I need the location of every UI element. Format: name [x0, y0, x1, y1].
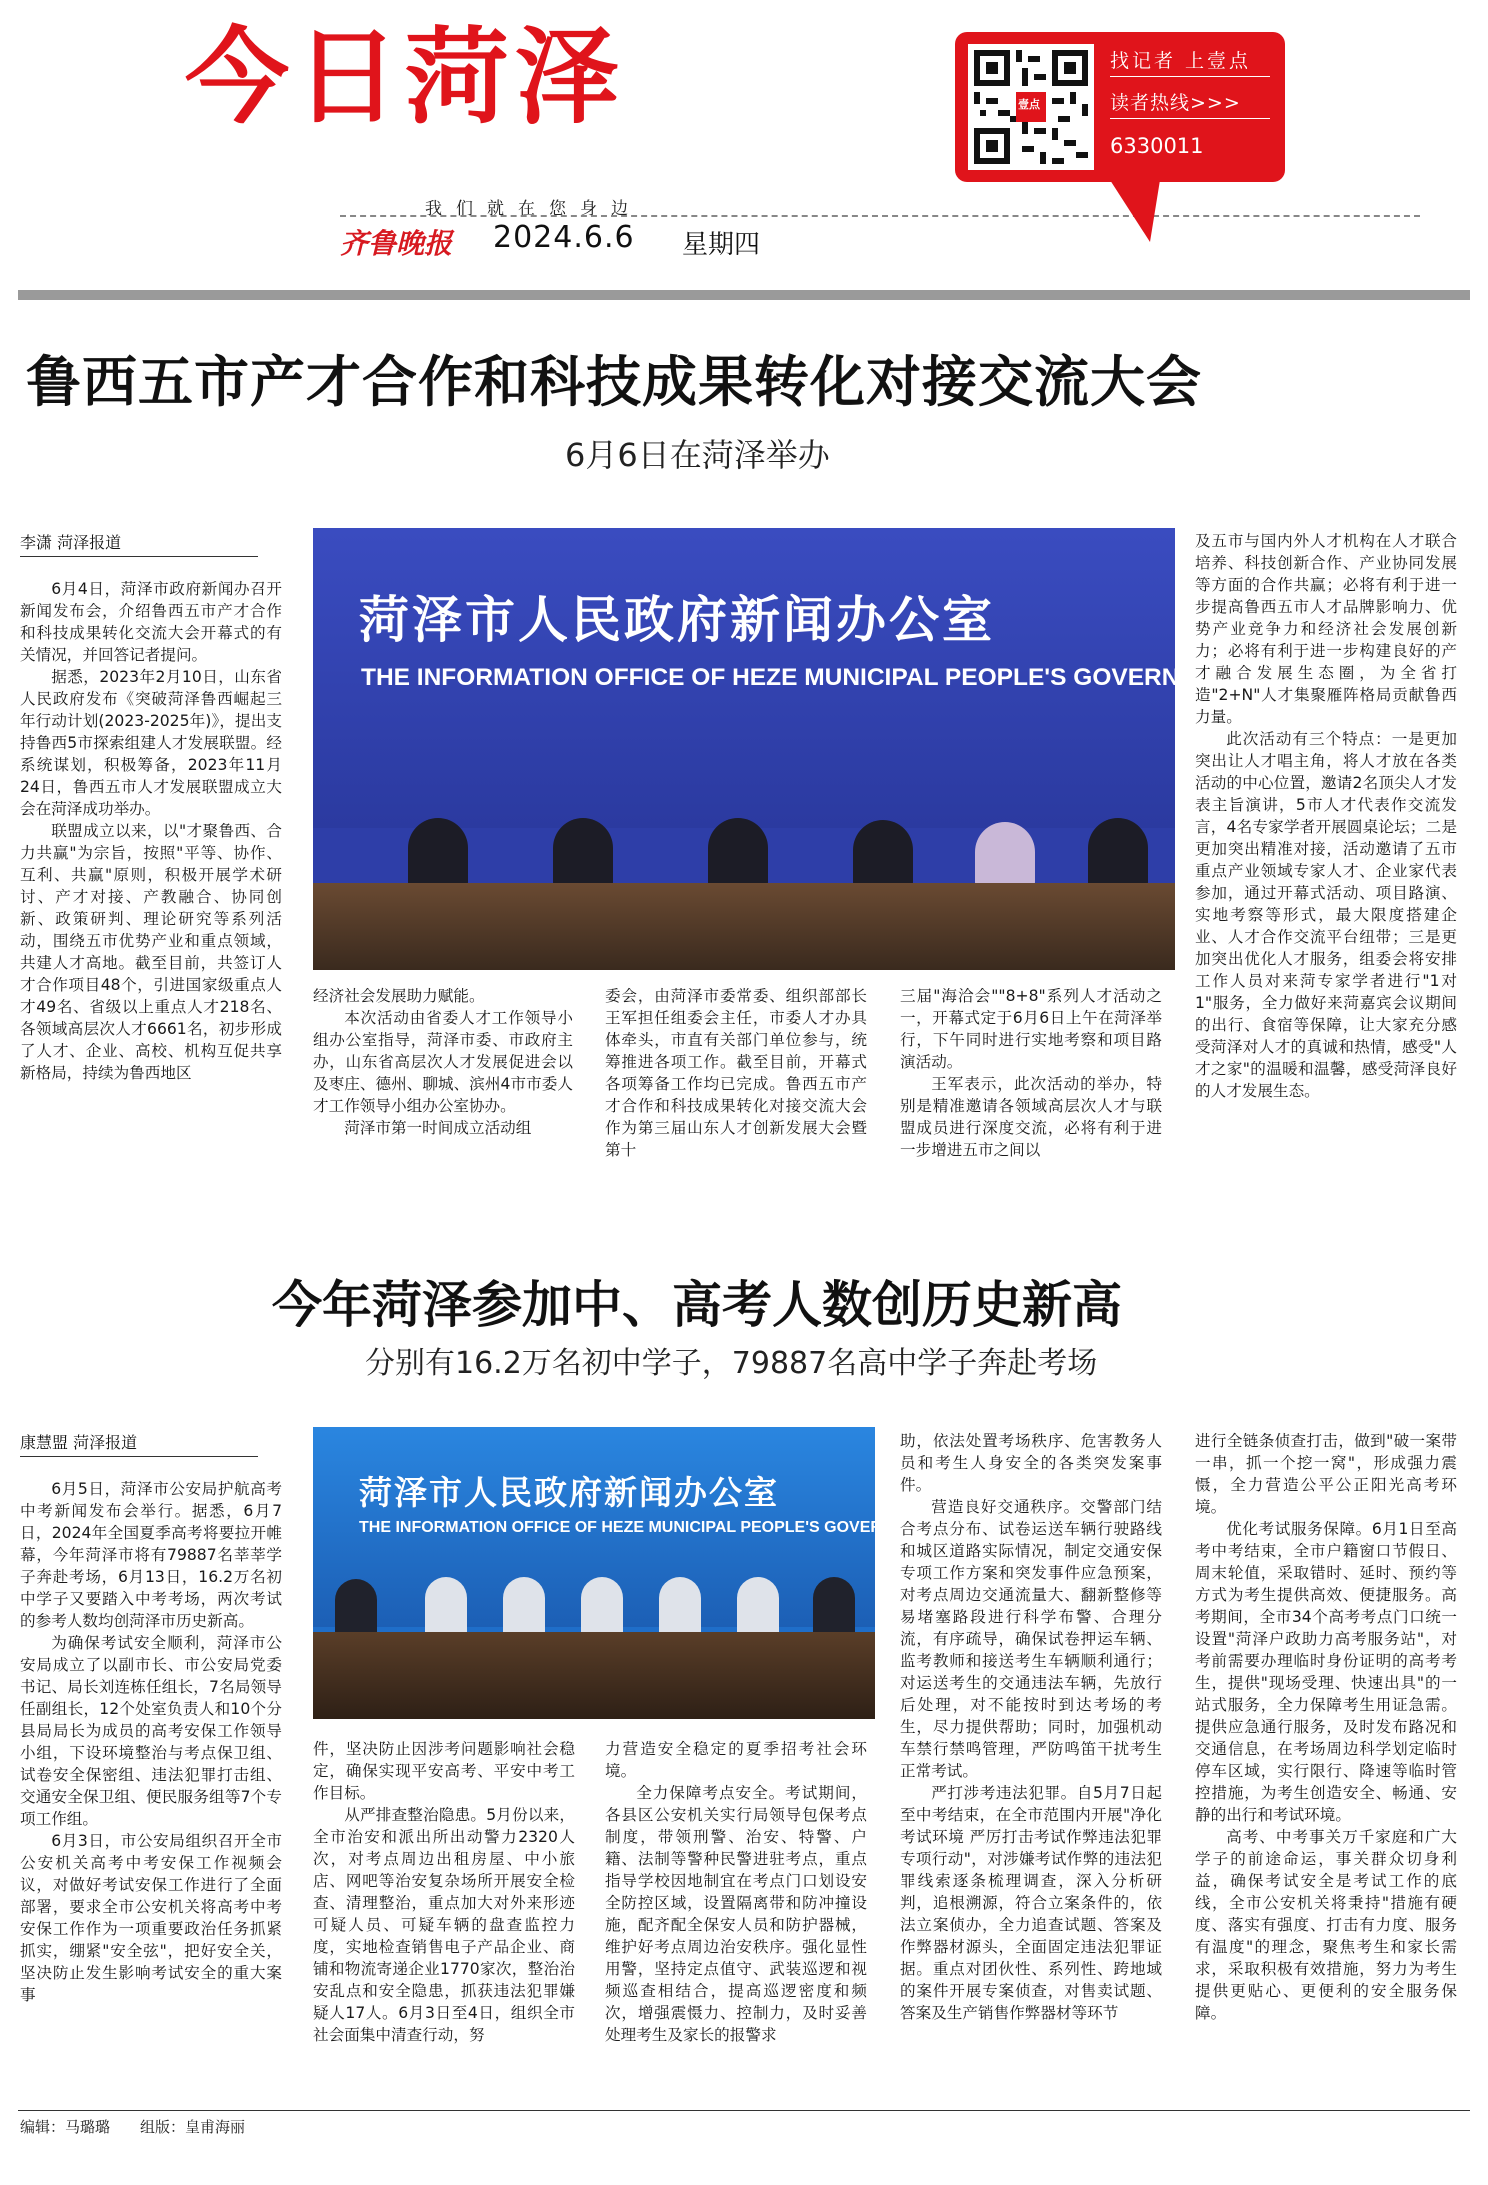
article2-col3-p1: 力营造安全稳定的夏季招考社会环境。	[605, 1740, 867, 1780]
article2-col4-p2: 营造良好交通秩序。交警部门结合考点分布、试卷运送车辆行驶路线和城区道路实际情况，制定交通安保专项工作方案和突发事件应急预案，对考点周边交通流量大、翻新整修等易堵塞路段进行科学布警、合理分流，有序疏导，确保试卷押运车辆、监考教师和接送考生车辆顺利通行；对运送考生的交通违法车辆，先放行后处理，对不能按时到达考场的考生，尽力提供帮助；同时，加强机动车禁行禁鸣管理，严防鸣笛干扰考生正常考试。	[900, 1498, 1162, 1780]
article2-col5-p2: 优化考试服务保障。6月1日至高考中考结束，全市户籍窗口节假日、周末轮值，采取错时、延时、预约等方式为考生提供高效、便捷服务。高考期间，全市34个高考考点门口统一设置"菏泽户政助力高考服务站"，对考前需要办理临时身份证明的高考考生，提供"现场受理、快速出具"的一站式服务，全力保障考生用证急需。提供应急通行服务，及时发布路况和交通信息，在考场周边科学划定临时停车区域，实行限行、降速等临时管控措施，为考生创造安全、畅通、安静的出行和考试环境。	[1195, 1520, 1457, 1824]
article2-col4	[900, 1430, 1162, 2088]
issue-date: 2024.6.6	[493, 220, 635, 255]
photo1-person-5	[975, 822, 1035, 888]
article1-col1-p1: 6月4日，菏泽市政府新闻办召开新闻发布会，介绍鲁西五市产才合作和科技成果转化交流大会开幕式的有关情况，并回答记者提问。	[20, 580, 282, 664]
article1-col5-p2: 此次活动有三个特点：一是更加突出让人才唱主角，将人才放在各类活动的中心位置，邀请2名顶尖人才发表主旨演讲，5市人才代表作交流发言，4名专家学者开展圆桌论坛；二是更加突出精准对接，活动邀请了五市重点产业领域专家人才、企业家代表参加，通过开幕式活动、项目路演、实地考察等形式，最大限度搭建企业、人才合作交流平台纽带；三是更加突出优化人才服务，组委会将安排工作人员对来菏专家学者进行"1对1"服务，全力做好来菏嘉宾会议期间的出行、食宿等保障，让大家充分感受菏泽对人才的真诚和热情，感受"人才之家"的温暖和温馨，感受菏泽良好的人才发展生态。	[1195, 730, 1457, 1100]
article2-col3-p2: 全力保障考点安全。考试期间，各县区公安机关实行局领导包保考点制度，带领刑警、治安、特警、户籍、法制等警种民警进驻考点，重点指导学校因地制宜在考点门口划设安全防控区域，设置隔离带和防冲撞设施，配齐配全保安人员和防护器械，维护好考点周边治安秩序。强化显性用警，坚持定点值守、武装巡逻和视频巡查相结合，提高巡逻密度和频次，增强震慑力、控制力，及时妥善处理考生及家长的报警求	[605, 1784, 867, 2044]
photo1-banner-en: THE INFORMATION OFFICE OF HEZE MUNICIPAL PEOPLE'S GOVERNMENT	[361, 664, 1249, 691]
article2-col3	[605, 1738, 867, 2088]
article1-col4	[900, 985, 1162, 1185]
article2-col2-p1: 件，坚决防止因涉考问题影响社会稳定，确保实现平安高考、平安中考工作目标。	[313, 1740, 575, 1802]
photo2-person-7	[813, 1577, 855, 1639]
hotline-divider-2	[1110, 118, 1270, 119]
article1-col3	[605, 985, 867, 1185]
article1-col2-p2: 本次活动由省委人才工作领导小组办公室指导，菏泽市委、市政府主办，山东省高层次人才发展促进会以及枣庄、德州、聊城、滨州4市市委人才工作领导小组办公室协办。	[313, 1009, 573, 1115]
photo1-person-3	[708, 818, 768, 888]
hotline-bubble-tail	[1110, 180, 1160, 242]
article2-col1-p2: 为确保考试安全顺利，菏泽市公安局成立了以副市长、市公安局党委书记、局长刘连栋任组长，7名局领导任副组长，12个处室负责人和10个分县局局长为成员的高考安保工作领导小组，下设环境整治与考点保卫组、试卷安全保密组、违法犯罪打击组、交通安全保卫组、便民服务组等7个专项工作组。	[20, 1634, 282, 1828]
masthead-slogan: 我们就在您身边	[425, 199, 642, 219]
article2-col2-p2: 从严排查整治隐患。5月份以来，全市治安和派出所出动警力2320人次，对考点周边出租房屋、中小旅店、网吧等治安复杂场所开展安全检查、清理整治，重点加大对外来形迹可疑人员、可疑车辆的盘查监控力度，实地检查销售电子产品企业、商铺和物流寄递企业1770家次，整治治安乱点和安全隐患，抓获违法犯罪嫌疑人17人。6月3日至4日，组织全市社会面集中清查行动，努	[313, 1806, 575, 2044]
article2-col1-p3: 6月3日，市公安局组织召开全市公安机关高考中考安保工作视频会议，对做好考试安保工作进行了全面部署，要求全市公安机关将高考中考安保工作作为一项重要政治任务抓紧抓实，绷紧"安全弦"，把好安全关，坚决防止发生影响考试安全的重大案事	[20, 1832, 282, 2004]
photo1-person-4	[853, 820, 913, 888]
article2-byline: 康慧盟 菏泽报道	[20, 1430, 258, 1457]
article1-col1-p2: 据悉，2023年2月10日，山东省人民政府发布《突破菏泽鲁西崛起三年行动计划(2023-2025年)》，提出支持鲁西5市探索组建人才发展联盟。经系统谋划，积极筹备，2023年11月24日，鲁西五市人才发展联盟成立大会在菏泽成功举办。	[20, 668, 282, 818]
article2-photo	[313, 1427, 939, 1719]
article1-headline[interactable]: 鲁西五市产才合作和科技成果转化对接交流大会	[26, 349, 1203, 414]
footer-rule	[18, 2110, 1470, 2111]
article1-col1-p3: 联盟成立以来，以"才聚鲁西、合力共赢"为宗旨，按照"平等、协作、互利、共赢"原则，积极开展学术研讨、产才对接、产教融合、协同创新、政策研判、理论研究等系列活动，围绕五市优势产业和重点领域，共建人才高地。截至目前，共签订人才合作项目48个，引进国家级重点人才49名、省级以上重点人才218名、各领域高层次人才6661名，初步形成了人才、企业、高校、机构互促共享新格局，持续为鲁西地区	[20, 822, 282, 1082]
article1-col2-p3: 菏泽市第一时间成立活动组	[344, 1119, 532, 1137]
photo2-person-4	[581, 1577, 623, 1639]
article1-col5-p1: 及五市与国内外人才机构在人才联合培养、科技创新合作、产业协同发展等方面的合作共赢；必将有利于进一步提高鲁西五市人才品牌影响力、优势产业竞争力和经济社会发展创新力；必将有利于进一步构建良好的产才融合发展生态圈，为全省打造"2+N"人才集聚雁阵格局贡献鲁西力量。	[1195, 532, 1457, 726]
photo2-person-1	[335, 1579, 377, 1639]
paper-logo: 齐鲁晚报	[340, 227, 453, 260]
photo2-person-5	[659, 1577, 701, 1639]
article1-col5	[1195, 530, 1457, 1185]
article1-subhead: 6月6日在菏泽举办	[565, 436, 830, 474]
masthead-title: 今日菏泽	[185, 16, 626, 138]
footer-editor: 编辑：马璐璐	[20, 2118, 111, 2136]
article2-col5	[1195, 1430, 1457, 2088]
issue-weekday: 星期四	[682, 230, 761, 260]
article1-col2	[313, 985, 573, 1185]
photo1-banner-cn: 菏泽市人民政府新闻办公室	[359, 591, 995, 649]
article1-col4-p1: 三届"海洽会""8+8"系列人才活动之一，开幕式定于6月6日上午在菏泽举行，下午同时进行实地考察和项目路演活动。	[900, 987, 1162, 1071]
hotline-line2: 读者热线>>>	[1110, 92, 1241, 114]
photo1-person-2	[553, 818, 613, 888]
article2-subhead: 分别有16.2万名初中学子，79887名高中学子奔赴考场	[365, 1346, 1098, 1381]
article2-col5-p3: 高考、中考事关万千家庭和广大学子的前途命运，事关群众切身利益，确保考试安全是考试工作的底线，全市公安机关将秉持"措施有硬度、落实有强度、打击有力度、服务有温度"的理念，聚焦考生和家长需求，采取积极有效措施，努力为考生提供更贴心、更便利的安全服务保障。	[1195, 1828, 1457, 2022]
photo2-banner-en: THE INFORMATION OFFICE OF HEZE MUNICIPAL PEOPLE'S GOVERNMENT	[359, 1519, 939, 1536]
photo1-desk	[313, 883, 1175, 970]
article1-col4-p2: 王军表示，此次活动的举办，特别是精准邀请各领域高层次人才与联盟成员进行深度交流，必将有利于进一步增进五市之间以	[900, 1075, 1162, 1159]
hotline-line1: 找记者 上壹点	[1110, 50, 1252, 72]
photo1-person-6	[1088, 818, 1148, 888]
article1-photo	[313, 528, 1249, 970]
photo2-person-2	[425, 1577, 467, 1639]
article2-col1	[20, 1478, 282, 2088]
article1-byline: 李潇 菏泽报道	[20, 530, 258, 557]
qr-badge: 壹点	[1018, 98, 1040, 111]
hotline-number[interactable]: 6330011	[1110, 134, 1204, 158]
photo2-person-3	[503, 1577, 545, 1639]
article2-col2	[313, 1738, 575, 2088]
article2-col1-p1: 6月5日，菏泽市公安局护航高考中考新闻发布会举行。据悉，6月7日，2024年全国夏季高考将要拉开帷幕，今年菏泽市将有79887名莘莘学子奔赴考场，6月13日，16.2万名初中学子又要踏入中考考场，两次考试的参考人数均创菏泽市历史新高。	[20, 1480, 282, 1630]
hotline-divider-1	[1110, 76, 1270, 77]
qr-code[interactable]	[968, 44, 1094, 170]
article1-col1	[20, 578, 282, 1178]
footer-layout: 组版：皇甫海丽	[140, 2118, 246, 2136]
article2-col4-p1: 助，依法处置考场秩序、危害教务人员和考生人身安全的各类突发案事件。	[900, 1432, 1162, 1494]
photo2-desk	[313, 1632, 875, 1719]
photo2-person-6	[737, 1577, 779, 1639]
article2-headline[interactable]: 今年菏泽参加中、高考人数创历史新高	[272, 1275, 1122, 1334]
masthead-divider	[340, 215, 1420, 217]
photo1-person-1	[408, 818, 468, 888]
article2-col4-p3: 严打涉考违法犯罪。自5月7日起至中考结束，在全市范围内开展"净化考试环境 严厉打击考试作弊违法犯罪专项行动"，对涉嫌考试作弊的违法犯罪线索逐条梳理调查，深入分析研判，追根溯源，符合立案条件的，依法立案侦办，全力追查试题、答案及作弊器材源头，全面固定违法犯罪证据。重点对团伙性、系列性、跨地域的案件开展专案侦查，对售卖试题、答案及生产销售作弊器材等环节	[900, 1784, 1162, 2022]
masthead-rule	[18, 290, 1470, 300]
article2-col5-p1: 进行全链条侦查打击，做到"破一案带一串，抓一个挖一窝"，形成强力震慑，全力营造公平公正阳光高考环境。	[1195, 1432, 1457, 1516]
article1-col3-p1: 委会，由菏泽市委常委、组织部部长王军担任组委会主任，市委人才办具体牵头，市直有关部门单位参与，统筹推进各项工作。截至目前，开幕式各项筹备工作均已完成。鲁西五市产才合作和科技成果转化对接交流大会作为第三届山东人才创新发展大会暨第十	[605, 987, 867, 1159]
article1-col2-p1: 经济社会发展助力赋能。	[313, 987, 485, 1005]
photo2-banner-cn: 菏泽市人民政府新闻办公室	[359, 1473, 779, 1512]
